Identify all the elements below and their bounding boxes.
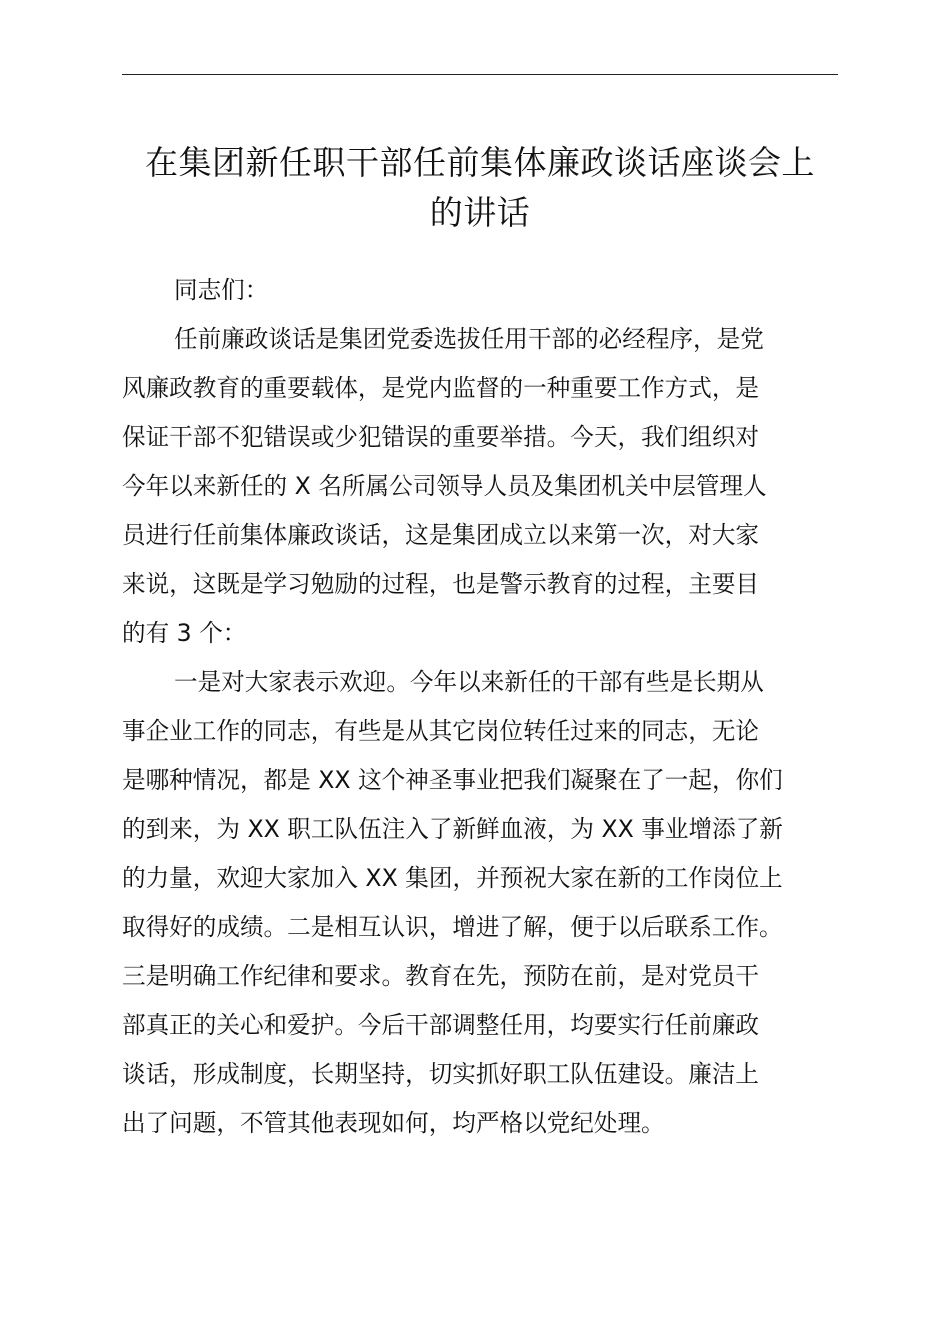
document-body — [122, 266, 842, 1148]
paragraph-2-line: 是哪种情况，都是 XX 这个神圣事业把我们凝聚在了一起，你们 — [122, 766, 783, 794]
paragraph-2-line: 取得好的成绩。二是相互认识，增进了解，便于以后联系工作。 — [122, 913, 783, 941]
paragraph-1-line: 任前廉政谈话是集团党委选拔任用干部的必经程序，是党 — [174, 325, 764, 353]
paragraph-1-line: 今年以来新任的 X 名所属公司领导人员及集团机关中层管理人 — [122, 472, 767, 500]
paragraph-2-line: 三是明确工作纪律和要求。教育在先，预防在前，是对党员干 — [122, 962, 760, 990]
title-line-2: 的讲话 — [429, 193, 531, 232]
paragraph-2-line: 的到来，为 XX 职工队伍注入了新鲜血液，为 XX 事业增添了新 — [122, 815, 783, 843]
paragraph-2-line: 出了问题，不管其他表现如何，均严格以党纪处理。 — [122, 1109, 665, 1137]
paragraph-1-line: 的有 3 个： — [122, 619, 247, 647]
paragraph-1-line: 保证干部不犯错误或少犯错误的重要举措。今天，我们组织对 — [122, 423, 760, 451]
document-title — [110, 138, 850, 238]
paragraph-2-line: 谈话，形成制度，长期坚持，切实抓好职工队伍建设。廉洁上 — [122, 1060, 760, 1088]
header-rule — [122, 74, 838, 75]
paragraph-2-line: 一是对大家表示欢迎。今年以来新任的干部有些是长期从 — [174, 668, 764, 696]
salutation: 同志们： — [174, 276, 269, 304]
paragraph-1-line: 员进行任前集体廉政谈话，这是集团成立以来第一次，对大家 — [122, 521, 760, 549]
paragraph-1-line: 风廉政教育的重要载体，是党内监督的一种重要工作方式，是 — [122, 374, 760, 402]
paragraph-2-line: 部真正的关心和爱护。今后干部调整任用，均要实行任前廉政 — [122, 1011, 760, 1039]
paragraph-1-line: 来说，这既是学习勉励的过程，也是警示教育的过程，主要目 — [122, 570, 760, 598]
paragraph-2-line: 事企业工作的同志，有些是从其它岗位转任过来的同志，无论 — [122, 717, 760, 745]
title-line-1: 在集团新任职干部任前集体廉政谈话座谈会上 — [145, 143, 815, 182]
paragraph-2-line: 的力量，欢迎大家加入 XX 集团，并预祝大家在新的工作岗位上 — [122, 864, 783, 892]
